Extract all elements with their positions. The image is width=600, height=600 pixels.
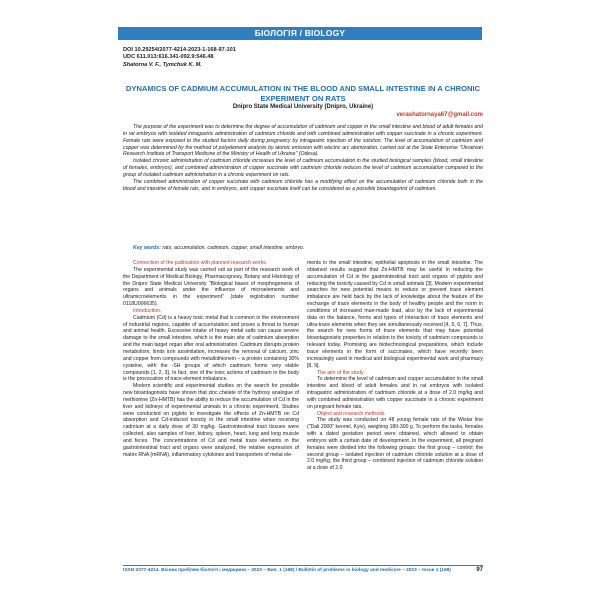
keywords (133, 245, 483, 252)
body-paragraph: Cadmium (Cd) is a heavy toxic metal that is common in the environment of industrial regions, capable of accumulation and poses a threat to human and animal health. Excessive intake of heavy metal salts can cause severe damage to the small intestine, which is the main site of cadmium absorption and the main target organ after oral administration. Cadmium disrupts protein metabolism, limits iron assimilation, increases the removal of calcium, zinc and copper from compounds with metallothionein – a protein containing 30% cysteine, with the -SH groups of which cadmium forms very stable compounds [1, 2, 3]. In fact, one of the toxic actions of cadmium in the body is the provocation of trace element imbalance. (123, 314, 299, 383)
abstract-paragraph: Isolated chronic administration of cadmium chloride increases the level of cadmium accumulation in the studied biological samples (blood, small intestine of females, embryos), and combined administration of copper succinate with cadmium chloride reduces the level of cadmium accumulation compared to the group of isolated cadmium administration in a chronic experiment on rats. (123, 158, 483, 178)
abstract-paragraph: The combined administration of copper succinate with cadmium chloride has a modifying effect on the accumulation of cadmium chloride both in the blood and intestine of female rats, and in embryos, and copper succinate itself can be considered as a possible bioantagonist of cadmium. (123, 178, 483, 192)
section-heading: Introduction. (133, 307, 162, 314)
author-email[interactable]: verashatornaya67@gmail.com (396, 112, 483, 118)
section-header: БІОЛОГІЯ / BIOLOGY (118, 27, 482, 40)
authors: Shatorna V. F., Tymchuk K. M. (123, 61, 202, 68)
section-heading: The aim of the study. (317, 369, 365, 376)
footer-rule (123, 565, 483, 566)
article-meta (123, 47, 483, 69)
abstract (123, 124, 483, 192)
journal-footer: ISSN 2077-4214. Вісник проблем біології і медицини – 2023 – Вип. 1 (168) / Bulletin of problems in biology and medicine – 2023 – Issue 1 (168) (123, 568, 451, 573)
keywords-text: rats, accumulation, cadmium, copper, small intestine, embryo. (160, 245, 305, 251)
body-paragraph: To determine the level of cadmium and copper accumulation in the small intestine and blood of adult females and in rat embryos with isolated intragastric administration of cadmium chloride at a dose of 2.0 mg/kg and with combined administration with copper succinate in a chronic experiment on pregnant female rats. (307, 376, 483, 410)
body-paragraph: The study was conducted on 48 young female rats of the Wistar line ("Dali 2000" kennel, Kyiv), weighing 180-300 g. To perform the tasks, females with a dated gestation period were obtained, which allowed to obtain embryos with a certain date of development. In the experiment, all pregnant females were divided into the following groups: the first group – control; the second group – isolated injection of cadmium chloride solution at a dose of 2.0 mg/kg; the third group – combined injection of cadmium chloride solution at a dose of 2.0 (307, 417, 483, 472)
body-paragraph: Modern scientific and experimental studies on the search for possible new bioantagonists have shown that zinc chelate of the hydroxy analogue of methionine (Zn-HMTB) has the ability to reduce the accumulation of Cd in the liver and kidneys of experimental animals in a chronic experiment. Studies were conducted on piglets to investigate the effects of Zn-HMTB on Cd absorption and Cd-induced toxicity in the small intestine when receiving cadmium at a daily dose of 30 mg/kg. Gastrointestinal tract tissues were collected, also samples of liver, kidney, spleen, heart, lung and long muscle and feces. The concentrations of Cd and metal trace elements in the gastrointestinal tract and organs were analyzed, the relative expression of matrix RNA (mRNA), inflammatory cytokines and transporters of metal ele- (123, 383, 299, 458)
keywords-label: Key words: (133, 245, 161, 251)
section-heading: Connection of the publication with planned research works. (133, 260, 268, 266)
article-title: DYNAMICS OF CADMIUM ACCUMULATION IN THE BLOOD AND SMALL INTESTINE IN A CHRONIC EXPERIMENT ON RATS (125, 84, 481, 103)
affiliation: Dnipro State Medical University (Dnipro, Ukraine) (232, 104, 374, 110)
body-column-left (123, 260, 299, 556)
abstract-paragraph: The purpose of the experiment was to determine the degree of accumulation of cadmium and copper in the small intestine and blood of adult females and in rat embryos with isolated intragastric administration of cadmium chloride and with combined administration with copper succinate in a chronic experiment. Female rats were exposed to the studied factors daily during pregnancy by intragastric injection of the solution. The level of accumulation of cadmium and copper was determined by the method of polyelement analysis by atomic emission with electric arc atomization, carried out at the State Enterprise "Ukrainian Research Institute of Transport Medicine of the Ministry of Health of Ukraine" (Odesa). (123, 124, 483, 158)
section-heading: Object and research methods. (317, 410, 386, 417)
doi-line[interactable]: DOI 10.29254/2077-4214-2023-1-168-97-101 (123, 47, 236, 53)
body-paragraph: The experimental study was carried out as part of the research work of the Department of Medical Biology, Pharmacognosy, Botany and Histology of the Dnipro State Medical University "Biological bases of morphogenesis of organs and animals under the influence of microelements and ultramicroelements in the experiment" (state registration number 0118U006635). (123, 266, 299, 308)
page-number: 97 (476, 567, 483, 573)
body-paragraph: ments in the small intestine, epithelial apoptosis in the small intestine. The obtained results suggest that Zn-HMTB may be useful in reducing the accumulation of Cd in the gastrointestinal tract and organs of piglets and reducing the toxicity caused by Cd in small animals [3]. Modern experimental searches for new potential means to reduce or prevent trace element imbalance are held back by the lack of knowledge about the feature of the exchange of trace elements in the body of healthy people and the norm in conditions of increased man-made load, also by the lack of experimental data on the balance, forms and types of interaction of trace elements and ultra-trace elements when they are simultaneously received [4, 5, 6, 7]. Thus, the search for new forms of trace elements that may have potential bioantagonistic properties in relation to the toxicity of cadmium compounds is relevant today. Promising are biotechnological preparations, which include trace elements in the form of succinates, which have recently been increasingly used in medical and biological experimental work and pharmacy [8, 9]. (307, 260, 483, 369)
udc-line: UDC 611.013:616.341-092.9:546.48 (123, 54, 214, 61)
body-column-right (307, 260, 483, 556)
